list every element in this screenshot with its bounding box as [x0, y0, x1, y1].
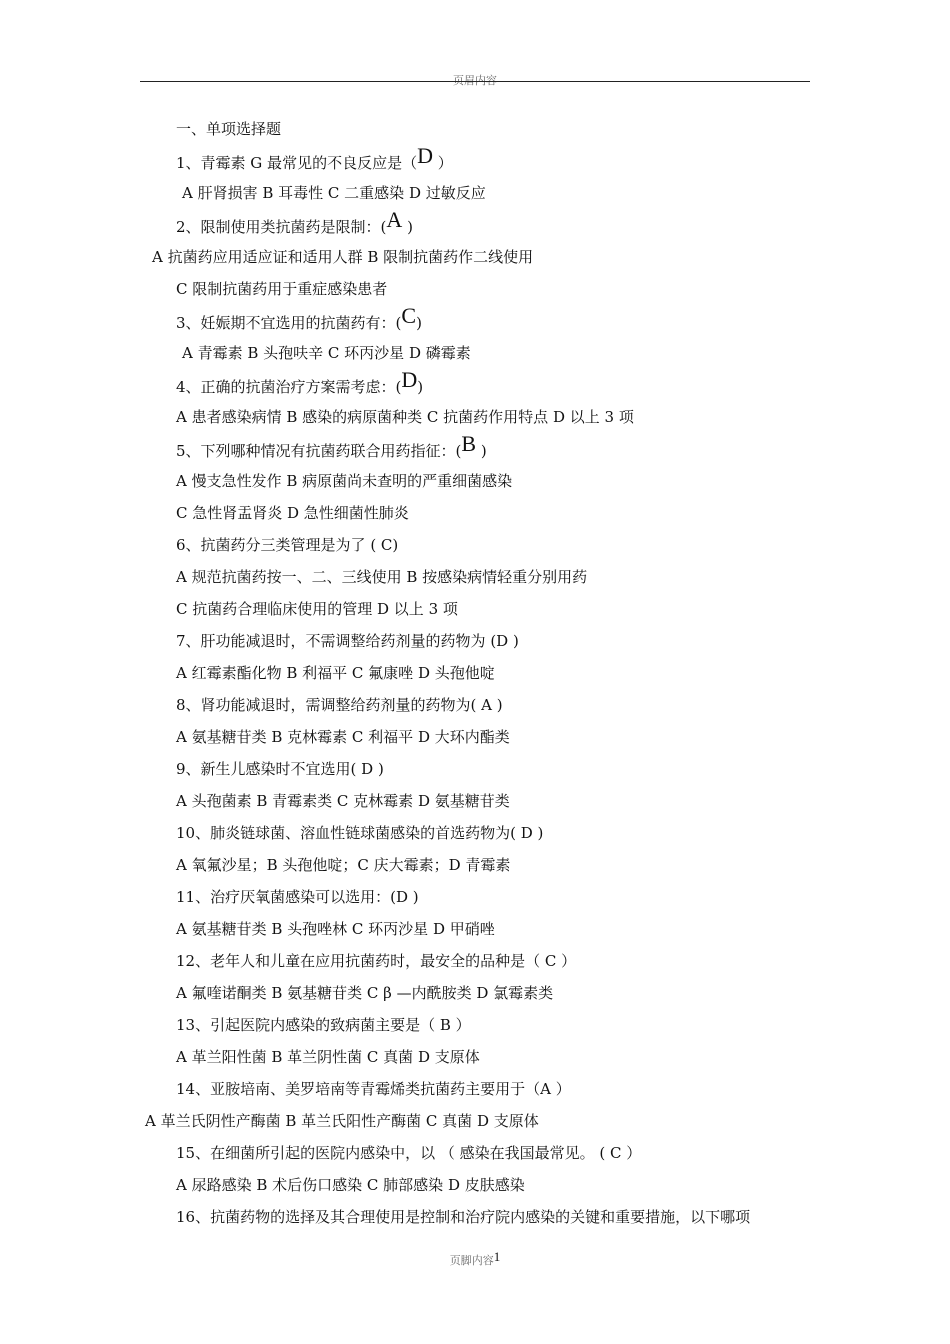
question-text-end: ） [432, 154, 453, 172]
options-6b: C 抗菌药合理临床使用的管理 D 以上 3 项 [176, 600, 458, 618]
question-3 [176, 303, 422, 333]
header-rule [140, 81, 810, 82]
options-6a: A 规范抗菌药按一、二、三线使用 B 按感染病情轻重分别用药 [176, 568, 588, 586]
question-text: 5、下列哪种情况有抗菌药联合用药指征：( [176, 442, 462, 460]
options-10: A 氧氟沙星；B 头孢他啶；C 庆大霉素；D 青霉素 [176, 856, 511, 874]
question-5 [176, 431, 487, 461]
page-number: 1 [493, 1249, 501, 1264]
question-12: 12、老年人和儿童在应用抗菌药时，最安全的品种是（ C ） [176, 952, 577, 970]
question-text: 2、限制使用类抗菌药是限制：( [176, 218, 387, 236]
handwritten-answer: B [461, 431, 477, 456]
question-11: 11、治疗厌氧菌感染可以选用：(D ) [176, 888, 419, 906]
options-15: A 尿路感染 B 术后伤口感染 C 肺部感染 D 皮肤感染 [176, 1176, 525, 1194]
options-1: A 肝肾损害 B 耳毒性 C 二重感染 D 过敏反应 [182, 184, 486, 202]
options-13: A 革兰阳性菌 B 革兰阴性菌 C 真菌 D 支原体 [176, 1048, 480, 1066]
question-13: 13、引起医院内感染的致病菌主要是（ B ） [176, 1016, 471, 1034]
question-7: 7、肝功能减退时，不需调整给药剂量的药物为 (D ) [176, 632, 519, 650]
options-8: A 氨基糖苷类 B 克林霉素 C 利福平 D 大环内酯类 [176, 728, 510, 746]
section-title: 一、单项选择题 [176, 120, 282, 138]
options-2a: A 抗菌药应用适应证和适用人群 B 限制抗菌药作二线使用 [152, 248, 534, 266]
options-11: A 氨基糖苷类 B 头孢唑林 C 环丙沙星 D 甲硝唑 [176, 920, 495, 938]
handwritten-answer: D [401, 367, 418, 392]
question-9: 9、新生儿感染时不宜选用( D ) [176, 760, 384, 778]
options-3: A 青霉素 B 头孢呋辛 C 环丙沙星 D 磷霉素 [182, 344, 471, 362]
options-4: A 患者感染病情 B 感染的病原菌种类 C 抗菌药作用特点 D 以上 3 项 [176, 408, 634, 426]
question-text-end: ) [476, 442, 487, 460]
question-text-end: ) [402, 218, 413, 236]
question-10: 10、肺炎链球菌、溶血性链球菌感染的首选药物为( D ) [176, 824, 544, 842]
question-text: 3、妊娠期不宜选用的抗菌药有：( [176, 314, 402, 332]
page-footer [0, 1249, 950, 1268]
question-text-end: ) [417, 378, 424, 396]
options-9: A 头孢菌素 B 青霉素类 C 克林霉素 D 氨基糖苷类 [176, 792, 510, 810]
handwritten-answer: C [401, 303, 417, 328]
question-16: 16、抗菌药物的选择及其合理使用是控制和治疗院内感染的关键和重要措施，以下哪项 [176, 1208, 751, 1226]
handwritten-answer: A [386, 207, 403, 232]
question-8: 8、肾功能减退时，需调整给药剂量的药物为( A ) [176, 696, 503, 714]
options-12: A 氟喹诺酮类 B 氨基糖苷类 C β —内酰胺类 D 氯霉素类 [176, 984, 554, 1002]
question-1 [176, 143, 453, 173]
page-header-text: 页眉内容 [453, 74, 497, 87]
question-text: 4、正确的抗菌治疗方案需考虑：( [176, 378, 402, 396]
handwritten-answer: D [417, 143, 433, 168]
question-4 [176, 367, 424, 397]
options-5a: A 慢支急性发作 B 病原菌尚未查明的严重细菌感染 [176, 472, 513, 490]
footer-text: 页脚内容 [449, 1254, 494, 1267]
options-2b: C 限制抗菌药用于重症感染患者 [176, 280, 388, 298]
question-15: 15、在细菌所引起的医院内感染中，以 （ 感染在我国最常见。 ( C ） [176, 1144, 642, 1162]
question-2 [176, 207, 413, 237]
options-14: A 革兰氏阴性产酶菌 B 革兰氏阳性产酶菌 C 真菌 D 支原体 [145, 1112, 539, 1130]
options-5b: C 急性肾盂肾炎 D 急性细菌性肺炎 [176, 504, 409, 522]
options-7: A 红霉素酯化物 B 利福平 C 氟康唑 D 头孢他啶 [176, 664, 495, 682]
question-14: 14、亚胺培南、美罗培南等青霉烯类抗菌药主要用于（A ） [176, 1080, 571, 1098]
question-6: 6、抗菌药分三类管理是为了 ( C) [176, 536, 399, 554]
question-text: 1、青霉素 G 最常见的不良反应是（ [176, 154, 418, 172]
question-text-end: ) [416, 314, 422, 332]
